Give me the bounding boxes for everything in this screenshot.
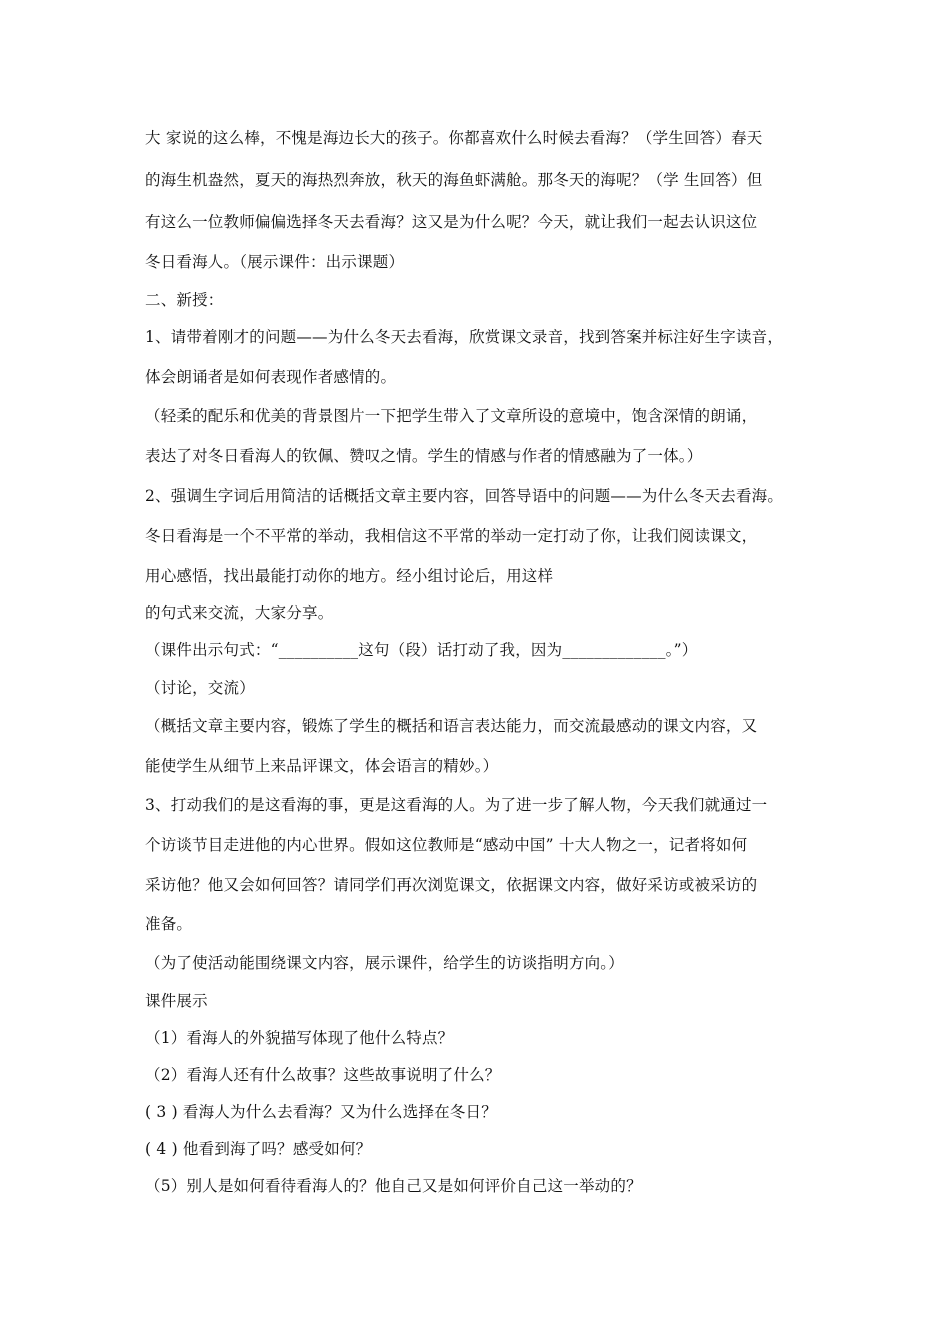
paragraph-line: 体会朗诵者是如何表现作者感情的。 [145, 368, 397, 386]
list-item: （5）别人是如何看待看海人的？他自己又是如何评价自己这一举动的？ [145, 1177, 642, 1195]
list-item: ( 3 ) 看海人为什么去看海？又为什么选择在冬日？ [145, 1103, 497, 1121]
paragraph-line: （为了使活动能围绕课文内容，展示课件，给学生的访谈指明方向。） [145, 954, 624, 972]
paragraph-line: 能使学生从细节上来品评课文，体会语言的精妙。） [145, 757, 499, 775]
paragraph-line: 3、打动我们的是这看海的事，更是这看海的人。为了进一步了解人物，今天我们就通过一 [145, 796, 768, 814]
paragraph-line: （概括文章主要内容，锻炼了学生的概括和语言表达能力，而交流最感动的课文内容，又 [145, 717, 758, 735]
paragraph-line: 有这么一位教师偏偏选择冬天去看海？这又是为什么呢？今天，就让我们一起去认识这位 [145, 213, 758, 231]
paragraph-line: 个访谈节目走进他的内心世界。假如这位教师是“感动中国” 十大人物之一，记者将如何 [145, 836, 748, 854]
list-item: ( 4 ) 他看到海了吗？感受如何？ [145, 1140, 372, 1158]
paragraph-line: 采访他？他又会如何回答？请同学们再次浏览课文，依据课文内容，做好采访或被采访的 [145, 876, 758, 894]
paragraph-line: 准备。 [145, 915, 193, 933]
paragraph-line: 冬日看海是一个不平常的举动，我相信这不平常的举动一定打动了你，让我们阅读课文， [145, 527, 758, 545]
paragraph-line: 的句式来交流，大家分享。 [145, 604, 334, 622]
paragraph-line: 1、请带着刚才的问题——为什么冬天去看海，欣赏课文录音，找到答案并标注好生字读音， [145, 328, 784, 346]
list-item: （2）看海人还有什么故事？这些故事说明了什么？ [145, 1066, 501, 1084]
paragraph-line: 课件展示 [145, 992, 208, 1010]
paragraph-line: （课件出示句式：“__________这句（段）话打动了我，因为_____________。”） [145, 641, 698, 659]
paragraph-line: 2、强调生字词后用简洁的话概括文章主要内容，回答导语中的问题——为什么冬天去看海。 [145, 487, 784, 505]
paragraph-line: 表达了对冬日看海人的钦佩、赞叹之情。学生的情感与作者的情感融为了一体。） [145, 447, 703, 465]
paragraph-line: 冬日看海人。（展示课件：出示课题） [145, 253, 405, 271]
paragraph-line: 用心感悟，找出最能打动你的地方。经小组讨论后，用这样 [145, 567, 554, 585]
list-item: （1）看海人的外貌描写体现了他什么特点？ [145, 1029, 454, 1047]
paragraph-line: （讨论，交流） [145, 679, 255, 697]
paragraph-line: （轻柔的配乐和优美的背景图片一下把学生带入了文章所设的意境中，饱含深情的朗诵， [145, 407, 758, 425]
paragraph-line: 大 家说的这么棒，不愧是海边长大的孩子。你都喜欢什么时候去看海？（学生回答）春天 [145, 129, 763, 147]
section-heading: 二、新授： [145, 291, 224, 309]
paragraph-line: 的海生机盎然，夏天的海热烈奔放，秋天的海鱼虾满舱。那冬天的海呢？（学 生回答）但 [145, 171, 763, 189]
